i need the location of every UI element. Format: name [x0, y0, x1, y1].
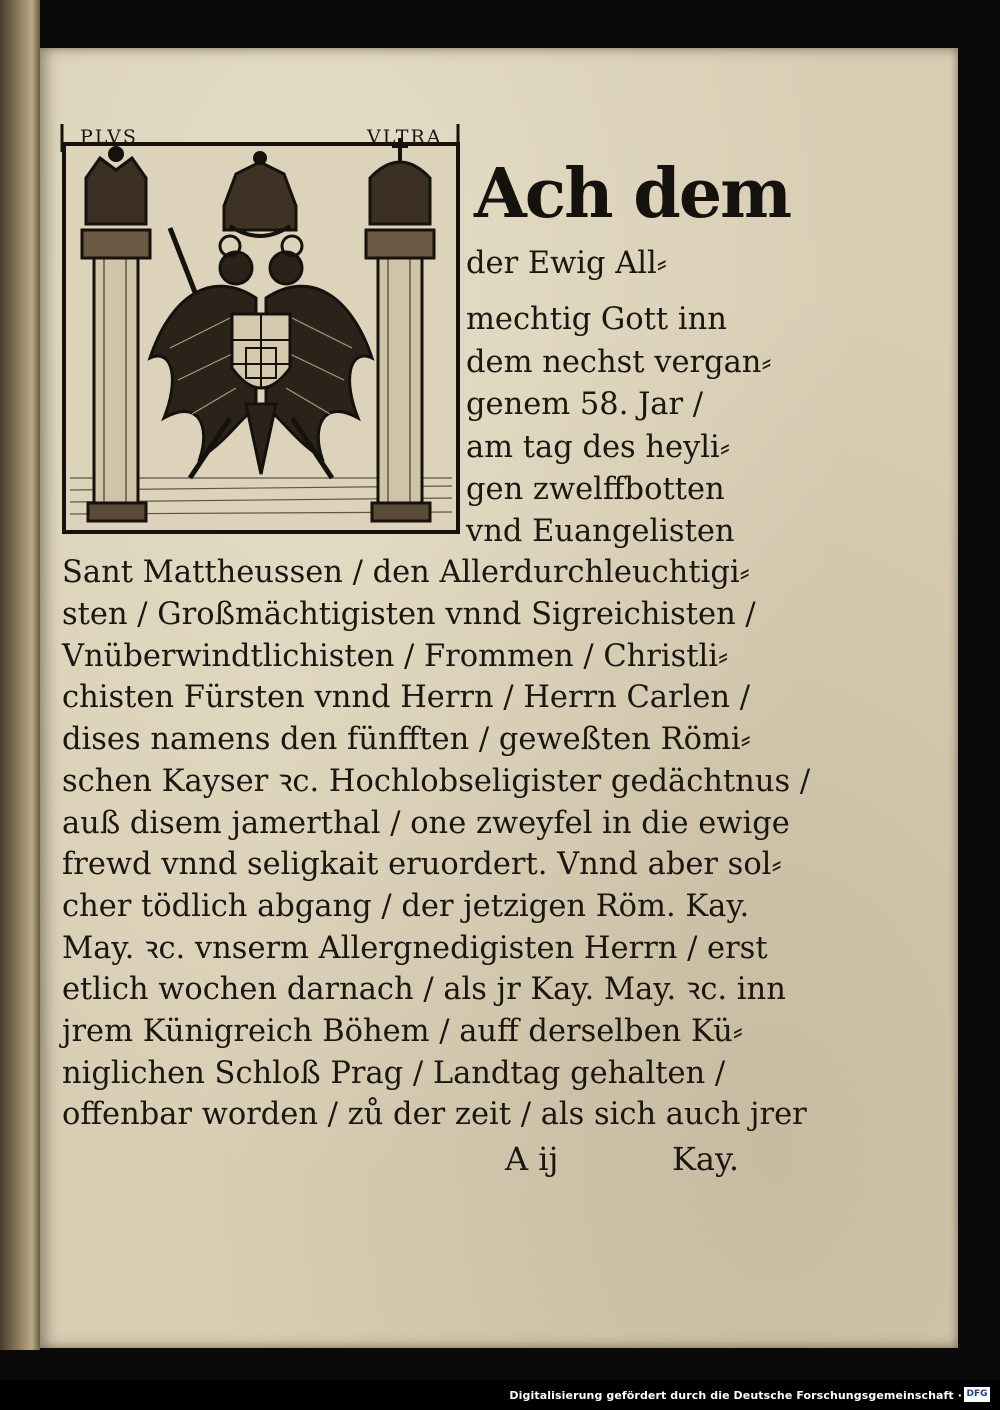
motto-ultra: VLTRA	[367, 126, 443, 148]
catchword: Kay.	[672, 1140, 739, 1178]
text-line-13: schen Kayser ꝛc. Hochlobseligister gedächtnus /	[62, 764, 811, 799]
text-line-18: etlich wochen darnach / als jr Kay. May. ꝛc. inn	[62, 972, 786, 1007]
footer-credit: Digitalisierung gefördert durch die Deutsche Forschungsgemeinschaft ·	[509, 1389, 962, 1402]
text-line-15: frewd vnnd seligkait eruordert. Vnnd aber sol⸗	[62, 847, 782, 882]
text-line-21: offenbar worden / zů der zeit / als sich auch jrer	[62, 1097, 807, 1132]
text-line-3: dem nechst vergan⸗	[466, 345, 772, 380]
text-line-10: Vnüberwindtlichisten / Frommen / Christli⸗	[62, 639, 729, 674]
text-line-20: niglichen Schloß Prag / Landtag gehalten /	[62, 1056, 726, 1091]
motto-plus: PLVS	[80, 126, 138, 148]
text-line-7: vnd Euangelisten	[466, 514, 735, 549]
text-line-4: genem 58. Jar /	[466, 387, 704, 422]
decorated-initial-line: Ach dem	[474, 154, 791, 234]
signature-mark: A ij	[505, 1140, 559, 1178]
text-line-16: cher tödlich abgang / der jetzigen Röm. Kay.	[62, 889, 750, 924]
text-line-2: mechtig Gott inn	[466, 302, 727, 337]
text-line-14: auß disem jamerthal / one zweyfel in die ewige	[62, 806, 790, 841]
text-line-9: sten / Großmächtigisten vnnd Sigreichisten /	[62, 597, 756, 632]
text-line-19: jrem Künigreich Böhem / auff derselben Kü⸗	[62, 1014, 743, 1049]
dfg-logo: DFG	[964, 1387, 990, 1402]
text-line-12: dises namens den fünfften / geweßten Römi⸗	[62, 722, 751, 757]
text-line-11: chisten Fürsten vnnd Herrn / Herrn Carlen /	[62, 680, 750, 715]
text-line-5: am tag des heyli⸗	[466, 430, 730, 465]
woodcut-double-eagle	[60, 118, 462, 536]
text-line-1: der Ewig All⸗	[466, 246, 667, 281]
text-line-8: Sant Mattheussen / den Allerdurchleuchtigi⸗	[62, 555, 750, 590]
text-line-17: May. ꝛc. vnserm Allergnedigisten Herrn / erst	[62, 931, 768, 966]
text-line-6: gen zwelffbotten	[466, 472, 725, 507]
book-spine-edge	[0, 0, 40, 1350]
